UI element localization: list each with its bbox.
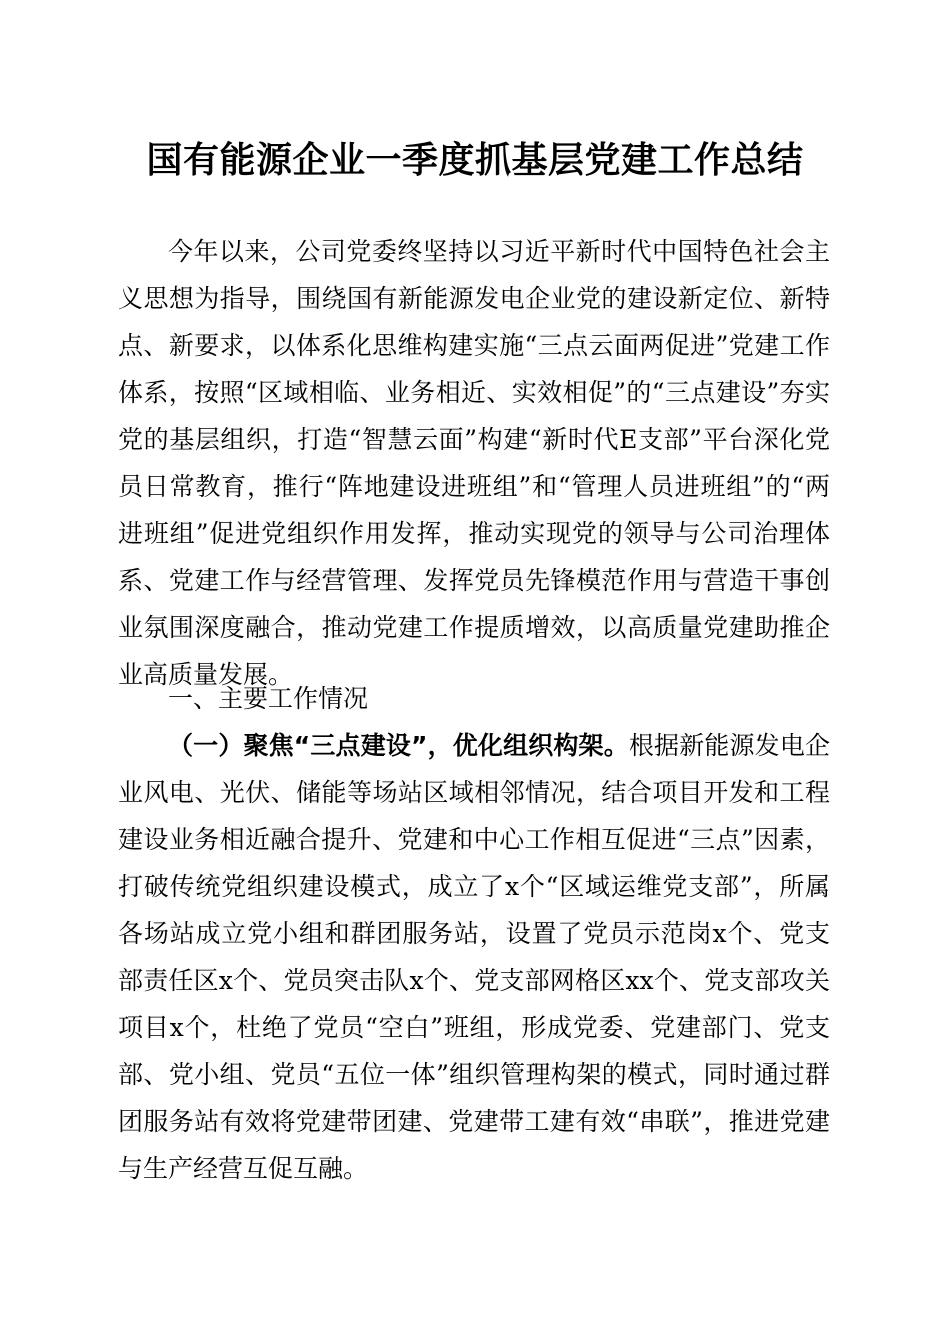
section-heading-main-work: 一、主要工作情况 — [168, 684, 369, 713]
subsection-paragraph-1 — [118, 722, 830, 1192]
document-title: 国有能源企业一季度抓基层党建工作总结 — [146, 139, 804, 181]
subsection-heading-1: （一）聚焦“三点建设”，优化组织构架。 — [168, 731, 629, 760]
intro-paragraph: 今年以来，公司党委终坚持以习近平新时代中国特色社会主义思想为指导，围绕国有新能源发电企业党的建设新定位、新特点、新要求，以体系化思维构建实施“三点云面两促进”党建工作体系，按照“区域相临、业务相近、实效相促”的“三点建设”夯实党的基层组织，打造“智慧云面”构建“新时代E支部”平台深化党员日常教育，推行“阵地建设进班组”和“管理人员进班组”的“两进班组”促进党组织作用发挥，推动实现党的领导与公司治理体系、党建工作与经营管理、发挥党员先锋模范作用与营造干事创业氛围深度融合，推动党建工作提质增效，以高质量党建助推企业高质量发展。 — [118, 237, 830, 689]
subsection-body-1: 根据新能源发电企业风电、光伏、储能等场站区域相邻情况，结合项目开发和工程建设业务相近融合提升、党建和中心工作相互促进“三点”因素，打破传统党组织建设模式，成立了x个“区域运维党支部”，所属各场站成立党小组和群团服务站，设置了党员示范岗x个、党支部责任区x个、党员突击队x个、党支部网格区xx个、党支部攻关项目x个，杜绝了党员“空白”班组，形成党委、党建部门、党支部、党小组、党员“五位一体”组织管理构架的模式，同时通过群团服务站有效将党建带团建、党建带工建有效“串联”，推进党建与生产经营互促互融。 — [118, 731, 830, 1183]
